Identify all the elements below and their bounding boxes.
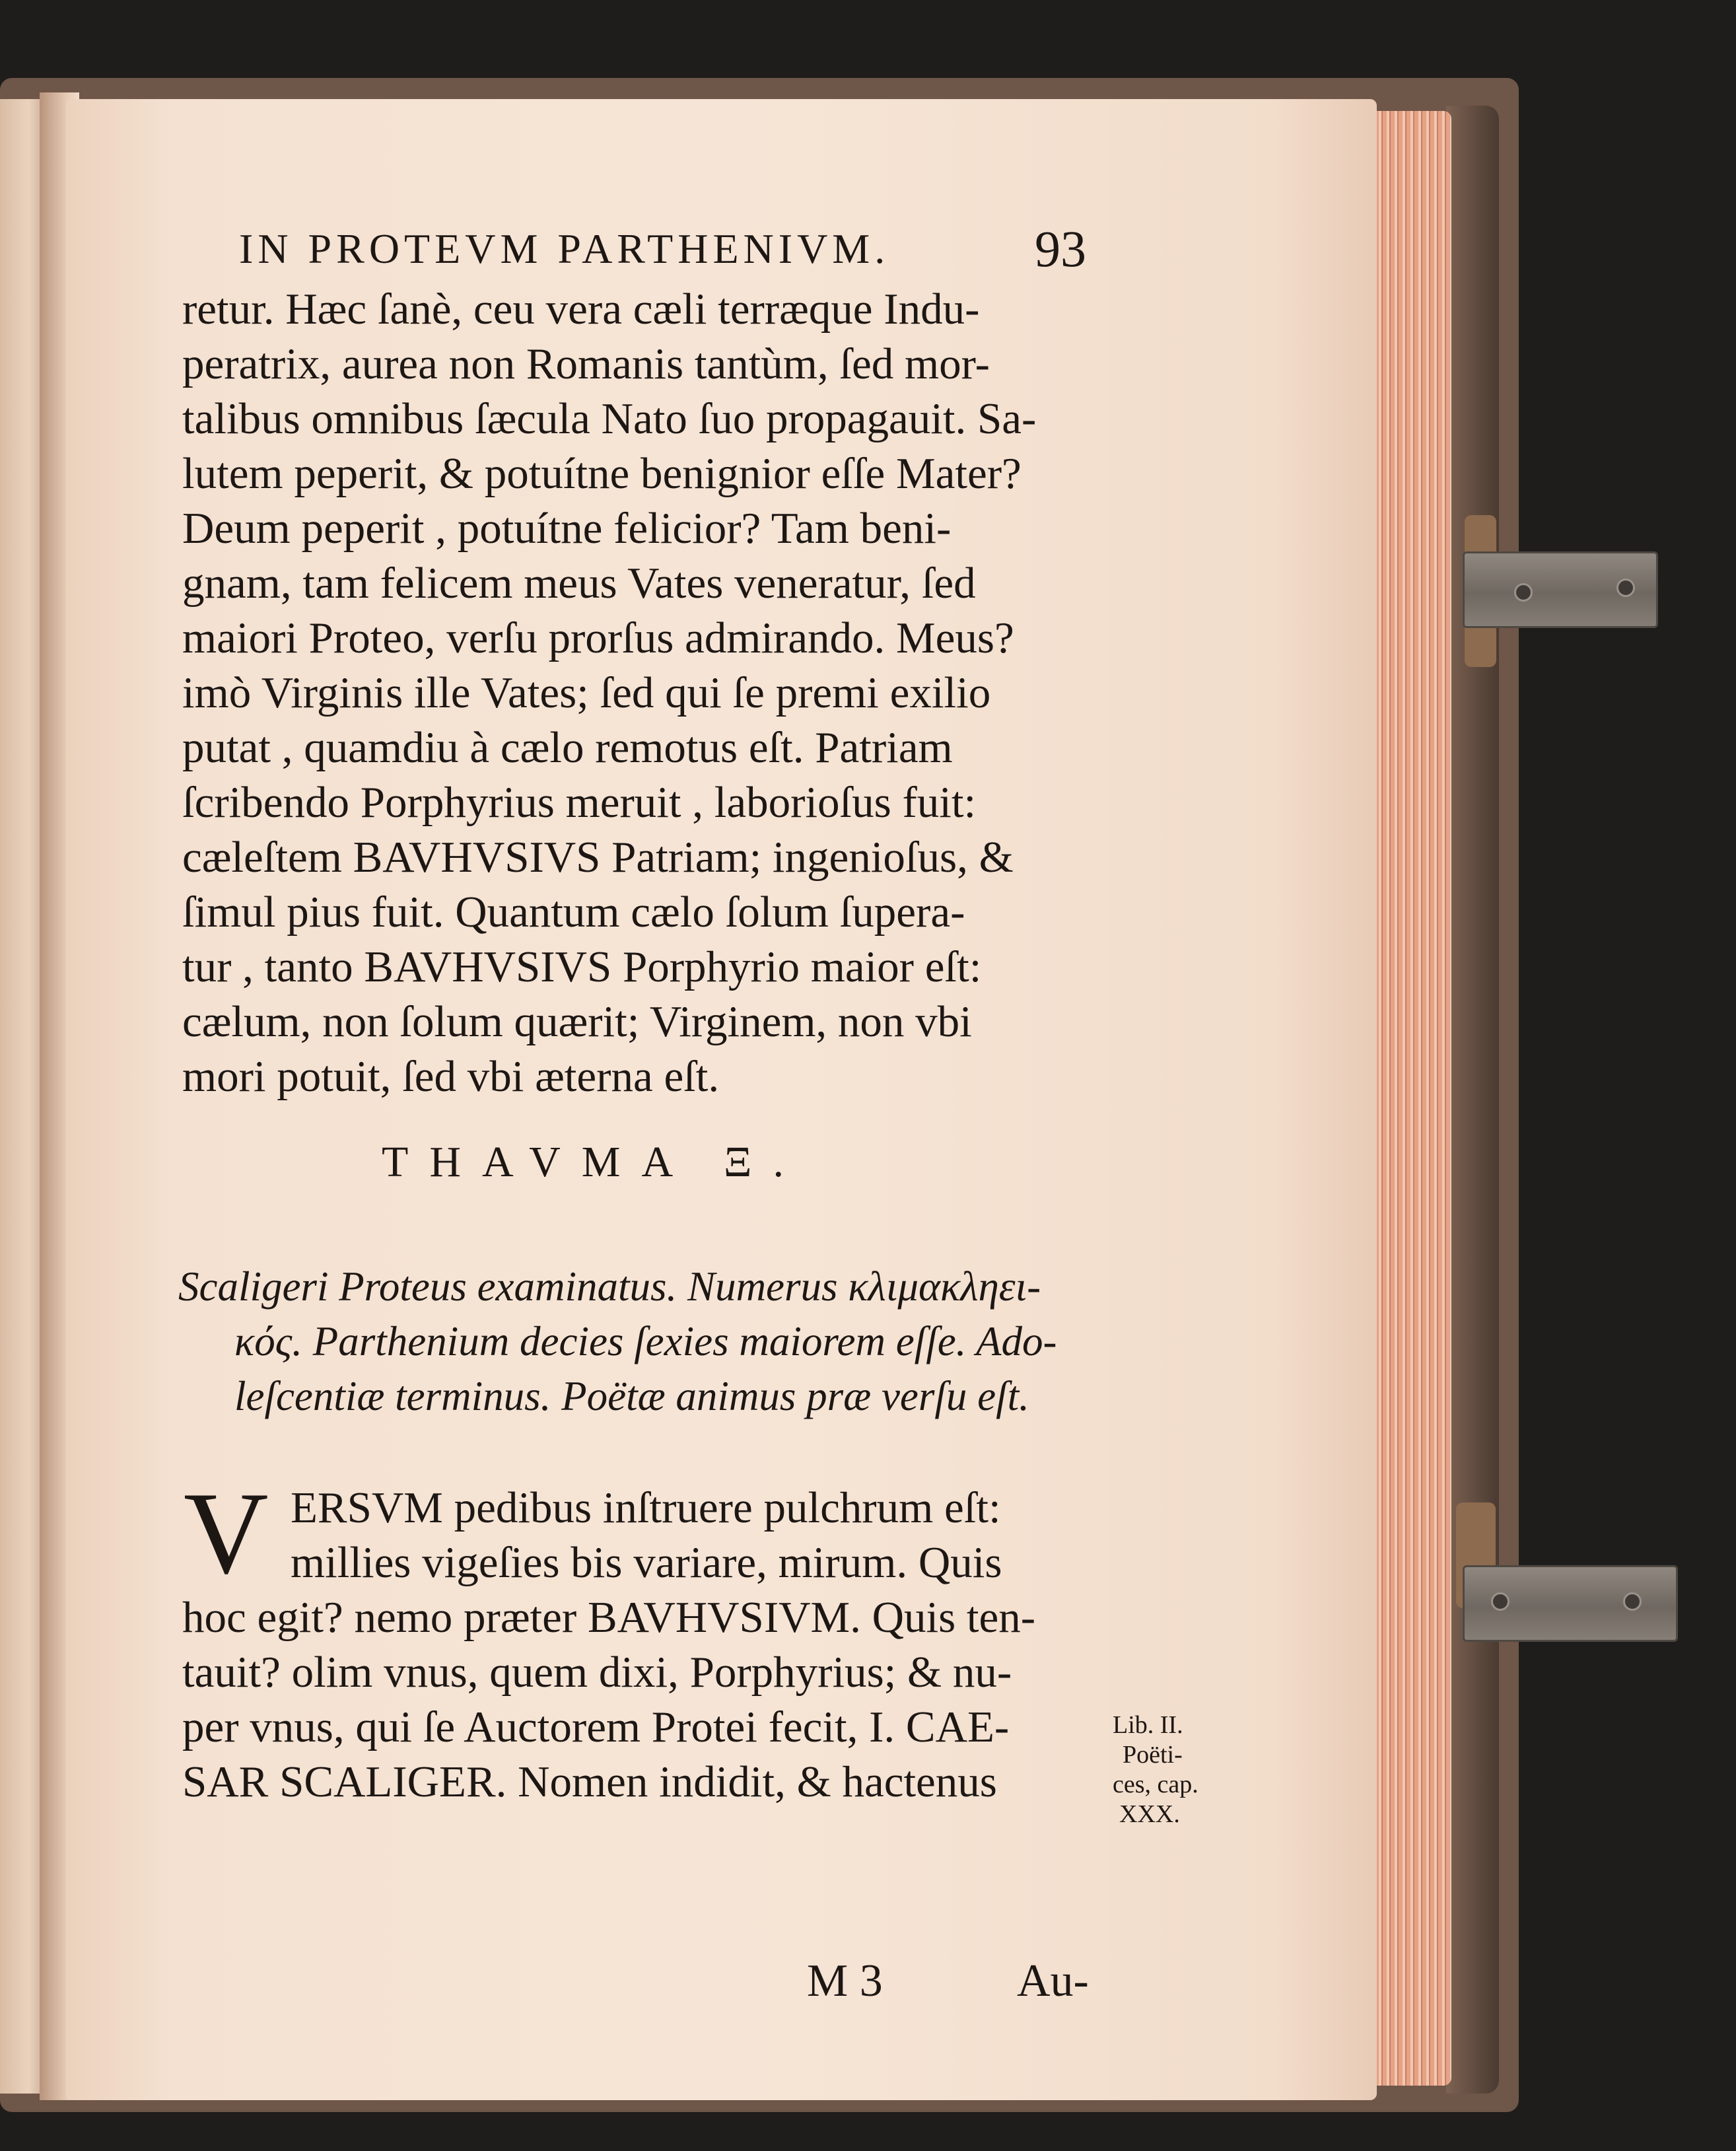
- margin-note-line: Poëti-: [1123, 1741, 1183, 1769]
- upper-clasp: [1463, 551, 1658, 628]
- catchword: Au-: [1017, 1956, 1089, 2006]
- text-line: peratrix, aurea non Romanis tantùm, ſed mor-: [182, 339, 990, 388]
- text-line: mori potuit, ſed vbi æterna eſt.: [182, 1052, 720, 1101]
- text-line: cæleſtem BAVHVSIVS Patriam; ingenioſus, &: [182, 833, 1014, 882]
- lower-clasp: [1463, 1565, 1678, 1642]
- text-line: Deum peperit , potuítne felicior? Tam beni-: [182, 504, 952, 553]
- drop-cap: V: [184, 1467, 269, 1598]
- margin-note-line: XXX.: [1119, 1800, 1180, 1828]
- running-head: IN PROTEVM PARTHENIVM.: [239, 225, 890, 272]
- page-fore-edge: [1367, 111, 1451, 2086]
- text-line: hoc egit? nemo præter BAVHVSIVM. Quis ten-: [182, 1593, 1036, 1642]
- text-line: gnam, tam felicem meus Vates veneratur, ſed: [182, 559, 976, 608]
- margin-note-line: ces, cap.: [1113, 1771, 1198, 1798]
- page-number: 93: [1035, 220, 1086, 277]
- text-line: retur. Hæc ſanè, ceu vera cæli terræque Indu-: [182, 285, 980, 334]
- text-line: ſimul pius fuit. Quantum cælo ſolum ſupera-: [182, 888, 965, 936]
- signature-mark: M 3: [807, 1956, 883, 2006]
- text-line: cælum, non ſolum quærit; Virginem, non vbi: [182, 997, 972, 1046]
- summary-line: κός. Parthenium decies ſexies maiorem eſſe. Ado-: [234, 1318, 1057, 1364]
- text-line: talibus omnibus ſæcula Nato ſuo propagauit. Sa-: [182, 394, 1037, 443]
- margin-note-line: Lib. II.: [1113, 1711, 1183, 1739]
- text-line: per vnus, qui ſe Auctorem Protei fecit, I. CAE-: [182, 1703, 1010, 1751]
- text-line: tur , tanto BAVHVSIVS Porphyrio maior eſt:: [182, 942, 982, 991]
- summary-line: Scaligeri Proteus examinatus. Numerus κλιμακληει-: [178, 1263, 1041, 1310]
- rivet-icon: [1491, 1592, 1510, 1611]
- summary-line: leſcentiæ terminus. Poëtæ animus præ verſu eſt.: [234, 1373, 1029, 1419]
- text-line: millies vigeſies bis variare, mirum. Quis: [291, 1538, 1002, 1587]
- text-line: SAR SCALIGER. Nomen indidit, & hactenus: [182, 1757, 997, 1806]
- text-line: ſcribendo Porphyrius meruit , laborioſus fuit:: [182, 778, 977, 827]
- text-line: imò Virginis ille Vates; ſed qui ſe premi exilio: [182, 668, 991, 717]
- rivet-icon: [1514, 583, 1533, 602]
- text-line: lutem peperit, & potuítne benignior eſſe Mater?: [182, 449, 1022, 498]
- rivet-icon: [1623, 1592, 1642, 1611]
- text-line: tauit? olim vnus, quem dixi, Porphyrius; & nu-: [182, 1648, 1012, 1697]
- text-line: ERSVM pedibus inſtruere pulchrum eſt:: [291, 1483, 1001, 1532]
- text-line: putat , quamdiu à cælo remotus eſt. Patriam: [182, 723, 953, 772]
- book-edge-shadow: [1446, 106, 1499, 2094]
- section-heading: THAVMA Ξ.: [382, 1138, 805, 1186]
- rivet-icon: [1616, 579, 1635, 597]
- text-line: maiori Proteo, verſu prorſus admirando. Meus?: [182, 614, 1014, 662]
